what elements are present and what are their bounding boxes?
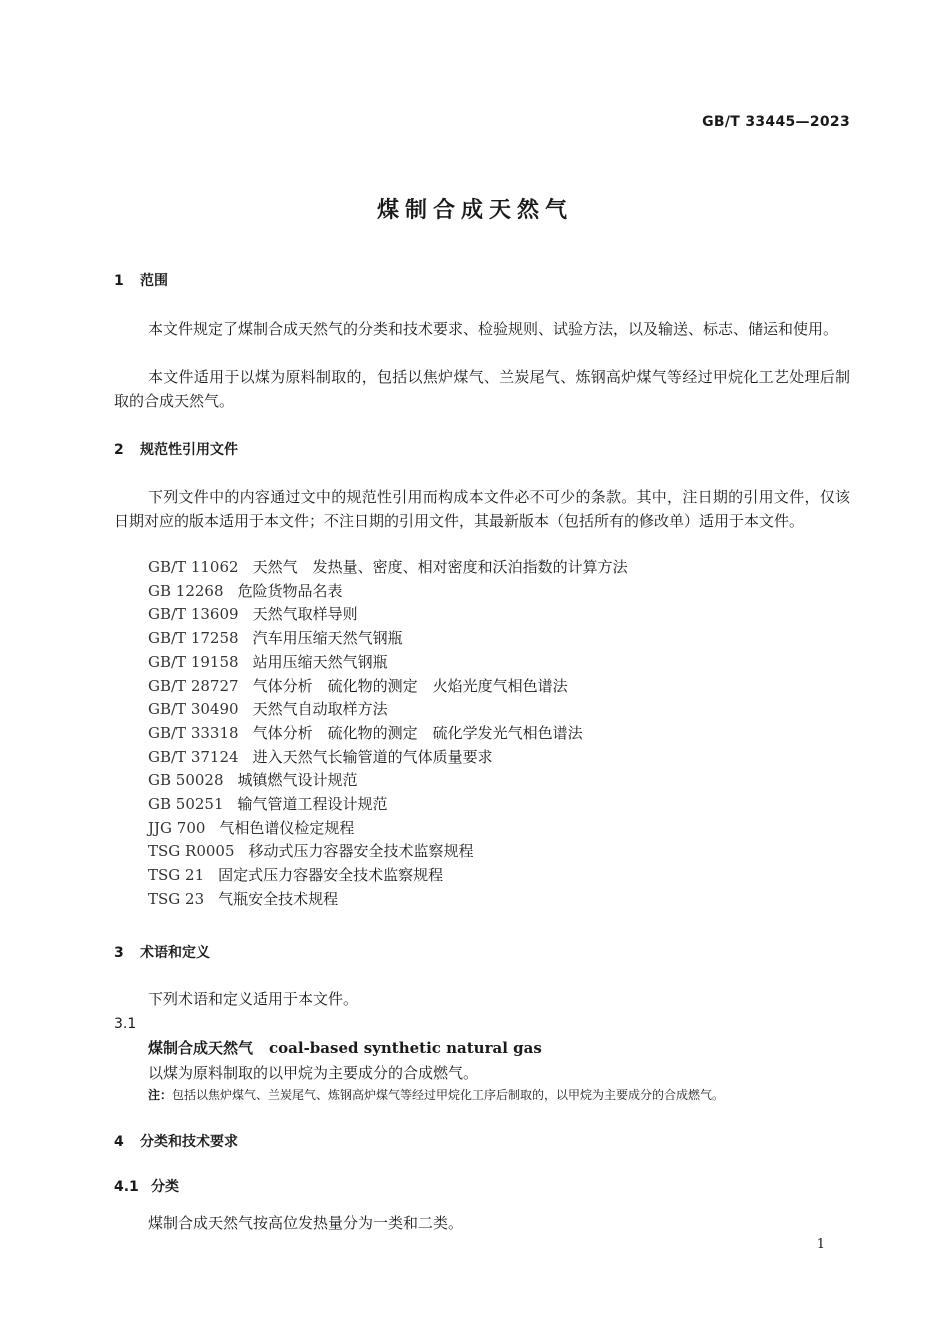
section-title: 分类和技术要求 [140, 1134, 238, 1150]
term-entry [148, 1037, 542, 1058]
reference-item: TSG R0005 移动式压力容器安全技术监察规程 [148, 842, 474, 861]
reference-item: GB/T 28727 气体分析 硫化物的测定 火焰光度气相色谱法 [148, 676, 568, 695]
reference-item: GB/T 11062 天然气 发热量、密度、相对密度和沃泊指数的计算方法 [148, 558, 628, 576]
page-number: 1 [816, 1237, 825, 1252]
section-title: 规范性引用文件 [140, 442, 238, 458]
subsection-number: 4.1 [114, 1179, 139, 1195]
section-number: 2 [114, 442, 124, 458]
subsection-title: 分类 [151, 1179, 179, 1195]
reference-item: GB 50028 城镇燃气设计规范 [148, 771, 358, 790]
reference-item: TSG 21 固定式压力容器安全技术监察规程 [148, 866, 444, 885]
section-title: 术语和定义 [140, 945, 210, 961]
subsection-4-1-heading [114, 1176, 179, 1196]
section-4-heading [114, 1131, 238, 1151]
terms-intro: 下列术语和定义适用于本文件。 [148, 990, 359, 1008]
section-1-heading [114, 270, 168, 290]
term-english: coal-based synthetic natural gas [269, 1039, 542, 1057]
scope-paragraph-2: 本文件适用于以煤为原料制取的，包括以焦炉煤气、兰炭尾气、炼钢高炉煤气等经过甲烷化工艺处理后制取的合成天然气。 [114, 368, 850, 410]
section-number: 1 [114, 273, 124, 289]
section-2-heading [114, 439, 238, 459]
section-title: 范围 [140, 273, 168, 289]
note-text: 包括以焦炉煤气、兰炭尾气、炼钢高炉煤气等经过甲烷化工序后制取的，以甲烷为主要成分的合成燃气。 [172, 1088, 725, 1102]
term-definition: 以煤为原料制取的以甲烷为主要成分的合成燃气。 [148, 1064, 479, 1082]
note-label: 注： [148, 1088, 173, 1102]
reference-item: GB/T 30490 天然气自动取样方法 [148, 700, 388, 719]
document-title: 煤制合成天然气 [376, 198, 573, 223]
reference-item: GB/T 17258 汽车用压缩天然气钢瓶 [148, 629, 403, 648]
section-number: 4 [114, 1134, 124, 1150]
reference-item: JJG 700 气相色谱仪检定规程 [148, 818, 355, 837]
reference-item: GB 12268 危险货物品名表 [148, 581, 343, 600]
term-chinese: 煤制合成天然气 [148, 1039, 254, 1057]
scope-paragraph-1: 本文件规定了煤制合成天然气的分类和技术要求、检验规则、试验方法，以及输送、标志、储运和使用。 [148, 320, 839, 338]
reference-item: GB/T 13609 天然气取样导则 [148, 605, 358, 624]
reference-list [148, 556, 628, 912]
classification-paragraph: 煤制合成天然气按高位发热量分为一类和二类。 [148, 1214, 464, 1232]
reference-item: GB/T 33318 气体分析 硫化物的测定 硫化学发光气相色谱法 [148, 723, 583, 742]
reference-item: TSG 23 气瓶安全技术规程 [148, 889, 339, 908]
standard-code: GB/T 33445—2023 [702, 114, 850, 130]
reference-item: GB/T 37124 进入天然气长输管道的气体质量要求 [148, 747, 493, 766]
reference-item: GB/T 19158 站用压缩天然气钢瓶 [148, 652, 388, 671]
references-intro: 下列文件中的内容通过文中的规范性引用而构成本文件必不可少的条款。其中，注日期的引用文件，仅该日期对应的版本适用于本文件；不注日期的引用文件，其最新版本（包括所有的修改单）适用于本文件。 [114, 488, 850, 530]
section-3-heading [114, 942, 210, 962]
clause-number: 3.1 [114, 1016, 137, 1032]
term-note [148, 1086, 724, 1103]
section-number: 3 [114, 945, 124, 961]
reference-item: GB 50251 输气管道工程设计规范 [148, 795, 388, 814]
